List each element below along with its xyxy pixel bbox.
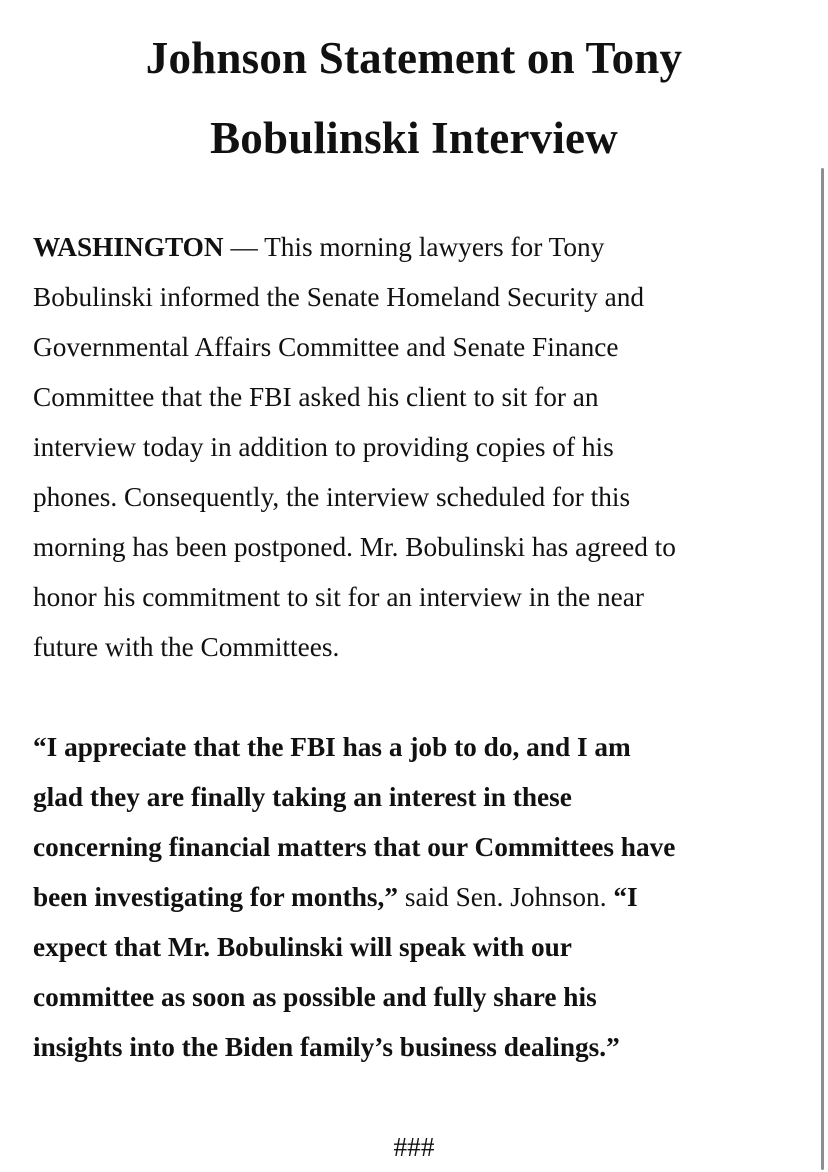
intro-line-9: future with the Committees. (33, 632, 340, 662)
intro-line-6: phones. Consequently, the interview scheduled for this (33, 482, 631, 512)
quote-line-1: “I appreciate that the FBI has a job to do, and I am (33, 732, 631, 762)
quote-attribution: said Sen. Johnson. (398, 882, 614, 912)
end-mark: ### (393, 1132, 435, 1162)
vertical-scrollbar[interactable] (821, 168, 824, 1170)
quote-line-3: concerning financial matters that our Committees have (33, 832, 676, 862)
title-line-1: Johnson Statement on Tony (145, 33, 683, 83)
quote-line-6: committee as soon as possible and fully share his (33, 982, 597, 1012)
page-title (20, 18, 808, 178)
intro-line-7: morning has been postponed. Mr. Bobulinski has agreed to (33, 532, 676, 562)
intro-line-1 (33, 222, 803, 272)
quote-line-4-bold: been investigating for months,” (33, 882, 398, 912)
intro-line-2: Bobulinski informed the Senate Homeland Security and (33, 282, 645, 312)
title-line-2: Bobulinski Interview (210, 113, 618, 163)
intro-line-4: Committee that the FBI asked his client to sit for an (33, 382, 599, 412)
intro-paragraph (33, 222, 803, 672)
dateline: WASHINGTON (33, 232, 224, 262)
intro-line-3: Governmental Affairs Committee and Senate Finance (33, 332, 619, 362)
quote-line-5: expect that Mr. Bobulinski will speak with our (33, 932, 572, 962)
quote-line-4-bold-end: “I (613, 882, 638, 912)
quote-line-4 (33, 872, 803, 922)
intro-line-8: honor his commitment to sit for an interview in the near (33, 582, 645, 612)
intro-line-1-text: — This morning lawyers for Tony (223, 232, 605, 262)
intro-line-5: interview today in addition to providing copies of his (33, 432, 614, 462)
quote-line-2: glad they are finally taking an interest in these (33, 782, 572, 812)
quote-line-7: insights into the Biden family’s business dealings.” (33, 1032, 620, 1062)
quote-paragraph (33, 722, 803, 1072)
